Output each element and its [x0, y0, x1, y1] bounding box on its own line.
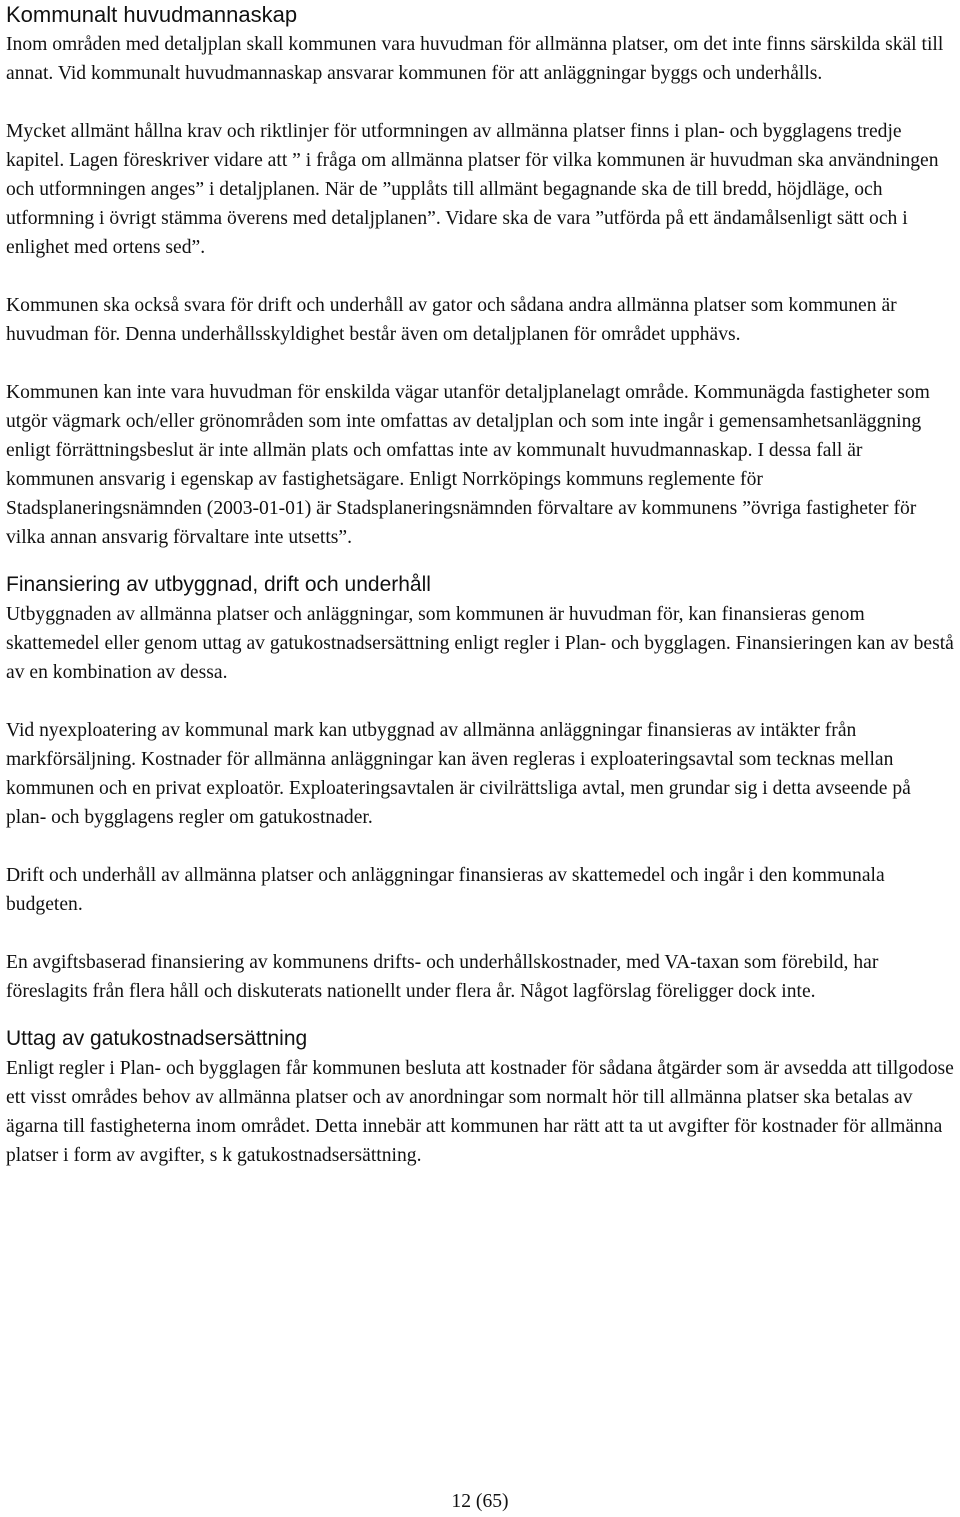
paragraph: Mycket allmänt hållna krav och riktlinjer för utformningen av allmänna platser finns i plan- och bygglagens tredje kapitel. Lagen föreskriver vidare att ” i fråga om allmänna platser för vilka kommunen är huvudman ska användningen och utformningen anges” i detaljplanen. När de ”upplåts till allmänt begagnande ska de till bredd, höjdläge, och utformning i övrigt stämma överens med detaljplanen”. Vidare ska de vara ”utförda på ett ändamålsenligt sätt och i enlighet med ortens sed”. [6, 121, 939, 258]
section-heading-uttag-av-gatukostnadsersattning: Uttag av gatukostnadsersättning [6, 1027, 308, 1050]
paragraph: Drift och underhåll av allmänna platser och anläggningar finansieras av skattemedel och ingår i den kommunala budgeten. [6, 865, 885, 915]
paragraph: Enligt regler i Plan- och bygglagen får kommunen besluta att kostnader för sådana åtgärder som är avsedda att tillgodose ett visst områdes behov av allmänna platser och av anordningar som normalt hör till allmänna platser ska betalas av ägarna till fastigheterna inom området. Detta innebär att kommunen har rätt att ta ut avgifter för kostnader för allmänna platser i form av avgifter, s k gatukostnadsersättning. [6, 1058, 954, 1166]
paragraph: Kommunen kan inte vara huvudman för enskilda vägar utanför detaljplanelagt område. Kommunägda fastigheter som utgör vägmark och/eller grönområden som inte omfattas av detaljplan och som inte ingår i gemensamhetsanläggning enligt förrättningsbeslut är inte allmän plats och omfattas inte av kommunalt huvudmannaskap. I dessa fall är kommunen ansvarig i egenskap av fastighetsägare. Enligt Norrköpings kommuns reglemente för Stadsplaneringsnämnden (2003-01-01) är Stadsplaneringsnämnden förvaltare av kommunens ”övriga fastigheter för vilka annan ansvarig förvaltare inte utsetts”. [6, 382, 930, 548]
paragraph: Vid nyexploatering av kommunal mark kan utbyggnad av allmänna anläggningar finansieras av intäkter från markförsäljning. Kostnader för allmänna anläggningar kan även regleras i exploateringsavtal som tecknas mellan kommunen och en privat exploatör. Exploateringsavtalen är civilrättsliga avtal, men grundar sig i detta avseende på plan- och bygglagens regler om gatukostnader. [6, 720, 911, 828]
paragraph: Kommunen ska också svara för drift och underhåll av gator och sådana andra allmänna platser som kommunen är huvudman för. Denna underhållsskyldighet består även om detaljplanen för området upphävs. [6, 295, 897, 345]
page-number: 12 (65) [451, 1491, 509, 1512]
paragraph: Utbyggnaden av allmänna platser och anläggningar, som kommunen är huvudman för, kan finansieras genom skattemedel eller genom uttag av gatukostnadsersättning enligt regler i Plan- och bygglagen. Finansieringen kan av bestå av en kombination av dessa. [6, 604, 954, 683]
section-heading-kommunalt-huvudmannaskap: Kommunalt huvudmannaskap [6, 2, 298, 27]
paragraph: Inom områden med detaljplan skall kommunen vara huvudman för allmänna platser, om det inte finns särskilda skäl till annat. Vid kommunalt huvudmannaskap ansvarar kommunen för att anläggningar byggs och underhålls. [6, 34, 944, 84]
document-page [6, 0, 954, 1170]
section-heading-finansiering: Finansiering av utbyggnad, drift och underhåll [6, 573, 431, 596]
paragraph: En avgiftsbaserad finansiering av kommunens drifts- och underhållskostnader, med VA-taxan som förebild, har föreslagits från flera håll och diskuterats nationellt under flera år. Något lagförslag föreligger dock inte. [6, 952, 879, 1002]
